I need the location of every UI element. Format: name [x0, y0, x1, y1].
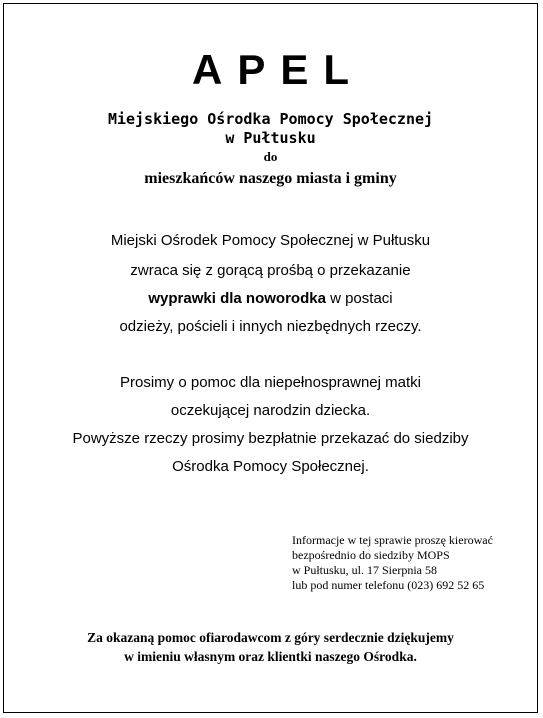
thanks-line1: Za okazaną pomoc ofiarodawcom z góry serdecznie dziękujemy — [87, 630, 454, 645]
paragraph1-line2: zwraca się z gorącą prośbą o przekazanie — [130, 262, 411, 279]
contact-info-line4: lub pod numer telefonu (023) 692 52 65 — [292, 578, 485, 592]
contact-info-line1: Informacje w tej sprawie proszę kierować — [292, 533, 493, 547]
document-title: APEL — [191, 46, 364, 93]
paragraph1-line3-rest: w postaci — [325, 290, 393, 307]
paragraph1-line4: odzieży, pościeli i innych niezbędnych rzeczy. — [119, 318, 422, 335]
paragraph1-line3 — [4, 290, 537, 307]
to-word: do — [263, 149, 278, 164]
document-frame — [3, 3, 538, 713]
recipient-line: mieszkańców naszego miasta i gminy — [144, 170, 397, 187]
layette-emphasis: wyprawki dla noworodka — [148, 290, 326, 307]
paragraph2-line3: Powyższe rzeczy prosimy bezpłatnie przekazać do siedziby — [72, 430, 469, 447]
paragraph2-line2: oczekującej narodzin dziecka. — [170, 402, 371, 419]
thanks-line2: w imieniu własnym oraz klientki naszego Ośrodka. — [124, 649, 417, 664]
sender-line-1: Miejskiego Ośrodka Pomocy Społecznej — [107, 110, 434, 128]
contact-info — [292, 533, 493, 593]
paragraph2-line1: Prosimy o pomoc dla niepełnosprawnej matki — [120, 374, 421, 391]
sender-line-2: w Pułtusku — [225, 129, 316, 147]
paragraph2-line4: Ośrodka Pomocy Społecznej. — [172, 458, 369, 475]
contact-info-line2: bezpośrednio do siedziby MOPS — [292, 548, 450, 562]
paragraph1-line1: Miejski Ośrodek Pomocy Społecznej w Pułtusku — [110, 232, 431, 249]
contact-info-line3: w Pułtusku, ul. 17 Sierpnia 58 — [292, 563, 438, 577]
